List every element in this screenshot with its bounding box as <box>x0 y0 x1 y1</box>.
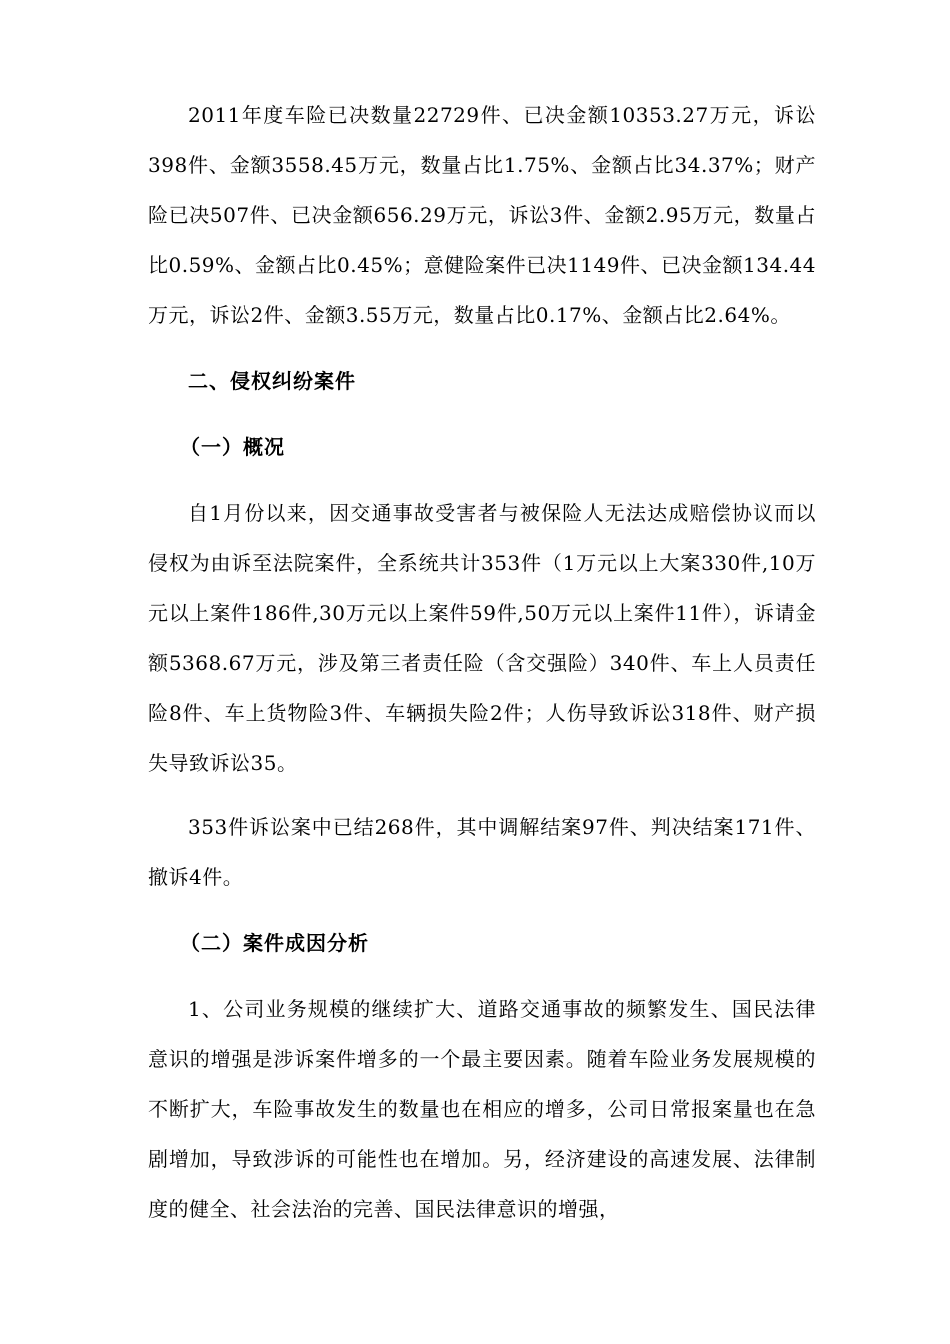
paragraph-overview: 自1月份以来，因交通事故受害者与被保险人无法达成赔偿协议而以侵权为由诉至法院案件，全系统共计353件（1万元以上大案330件,10万元以上案件186件,30万元以上案件59件,50万元以上案件11件），诉请金额5368.67万元，涉及第三者责任险（含交强险）340件、车上人员责任险8件、车上货物险3件、车辆损失险2件；人伤导致诉讼318件、财产损失导致诉讼35。 <box>148 501 816 775</box>
subsection-title-cause-analysis: （二）案件成因分析 <box>180 931 369 955</box>
section-title-tort-disputes: 二、侵权纠纷案件 <box>188 369 356 393</box>
document-page <box>148 90 816 1234</box>
paragraph-settled-cases: 353件诉讼案中已结268件，其中调解结案97件、判决结案171件、撤诉4件。 <box>148 815 816 889</box>
paragraph-cause-analysis: 1、公司业务规模的继续扩大、道路交通事故的频繁发生、国民法律意识的增强是涉诉案件增多的一个最主要因素。随着车险业务发展规模的不断扩大，车险事故发生的数量也在相应的增多，公司日常报案量也在急剧增加，导致涉诉的可能性也在增加。另，经济建设的高速发展、法律制度的健全、社会法治的完善、国民法律意识的增强， <box>148 997 816 1221</box>
subsection-title-overview: （一）概况 <box>180 435 285 459</box>
paragraph-claims-statistics: 2011年度车险已决数量22729件、已决金额10353.27万元，诉讼398件、金额3558.45万元，数量占比1.75%、金额占比34.37%；财产险已决507件、已决金额656.29万元，诉讼3件、金额2.95万元，数量占比0.59%、金额占比0.45%；意健险案件已决1149件、已决金额134.44万元，诉讼2件、金额3.55万元，数量占比0.17%、金额占比2.64%。 <box>148 103 816 327</box>
